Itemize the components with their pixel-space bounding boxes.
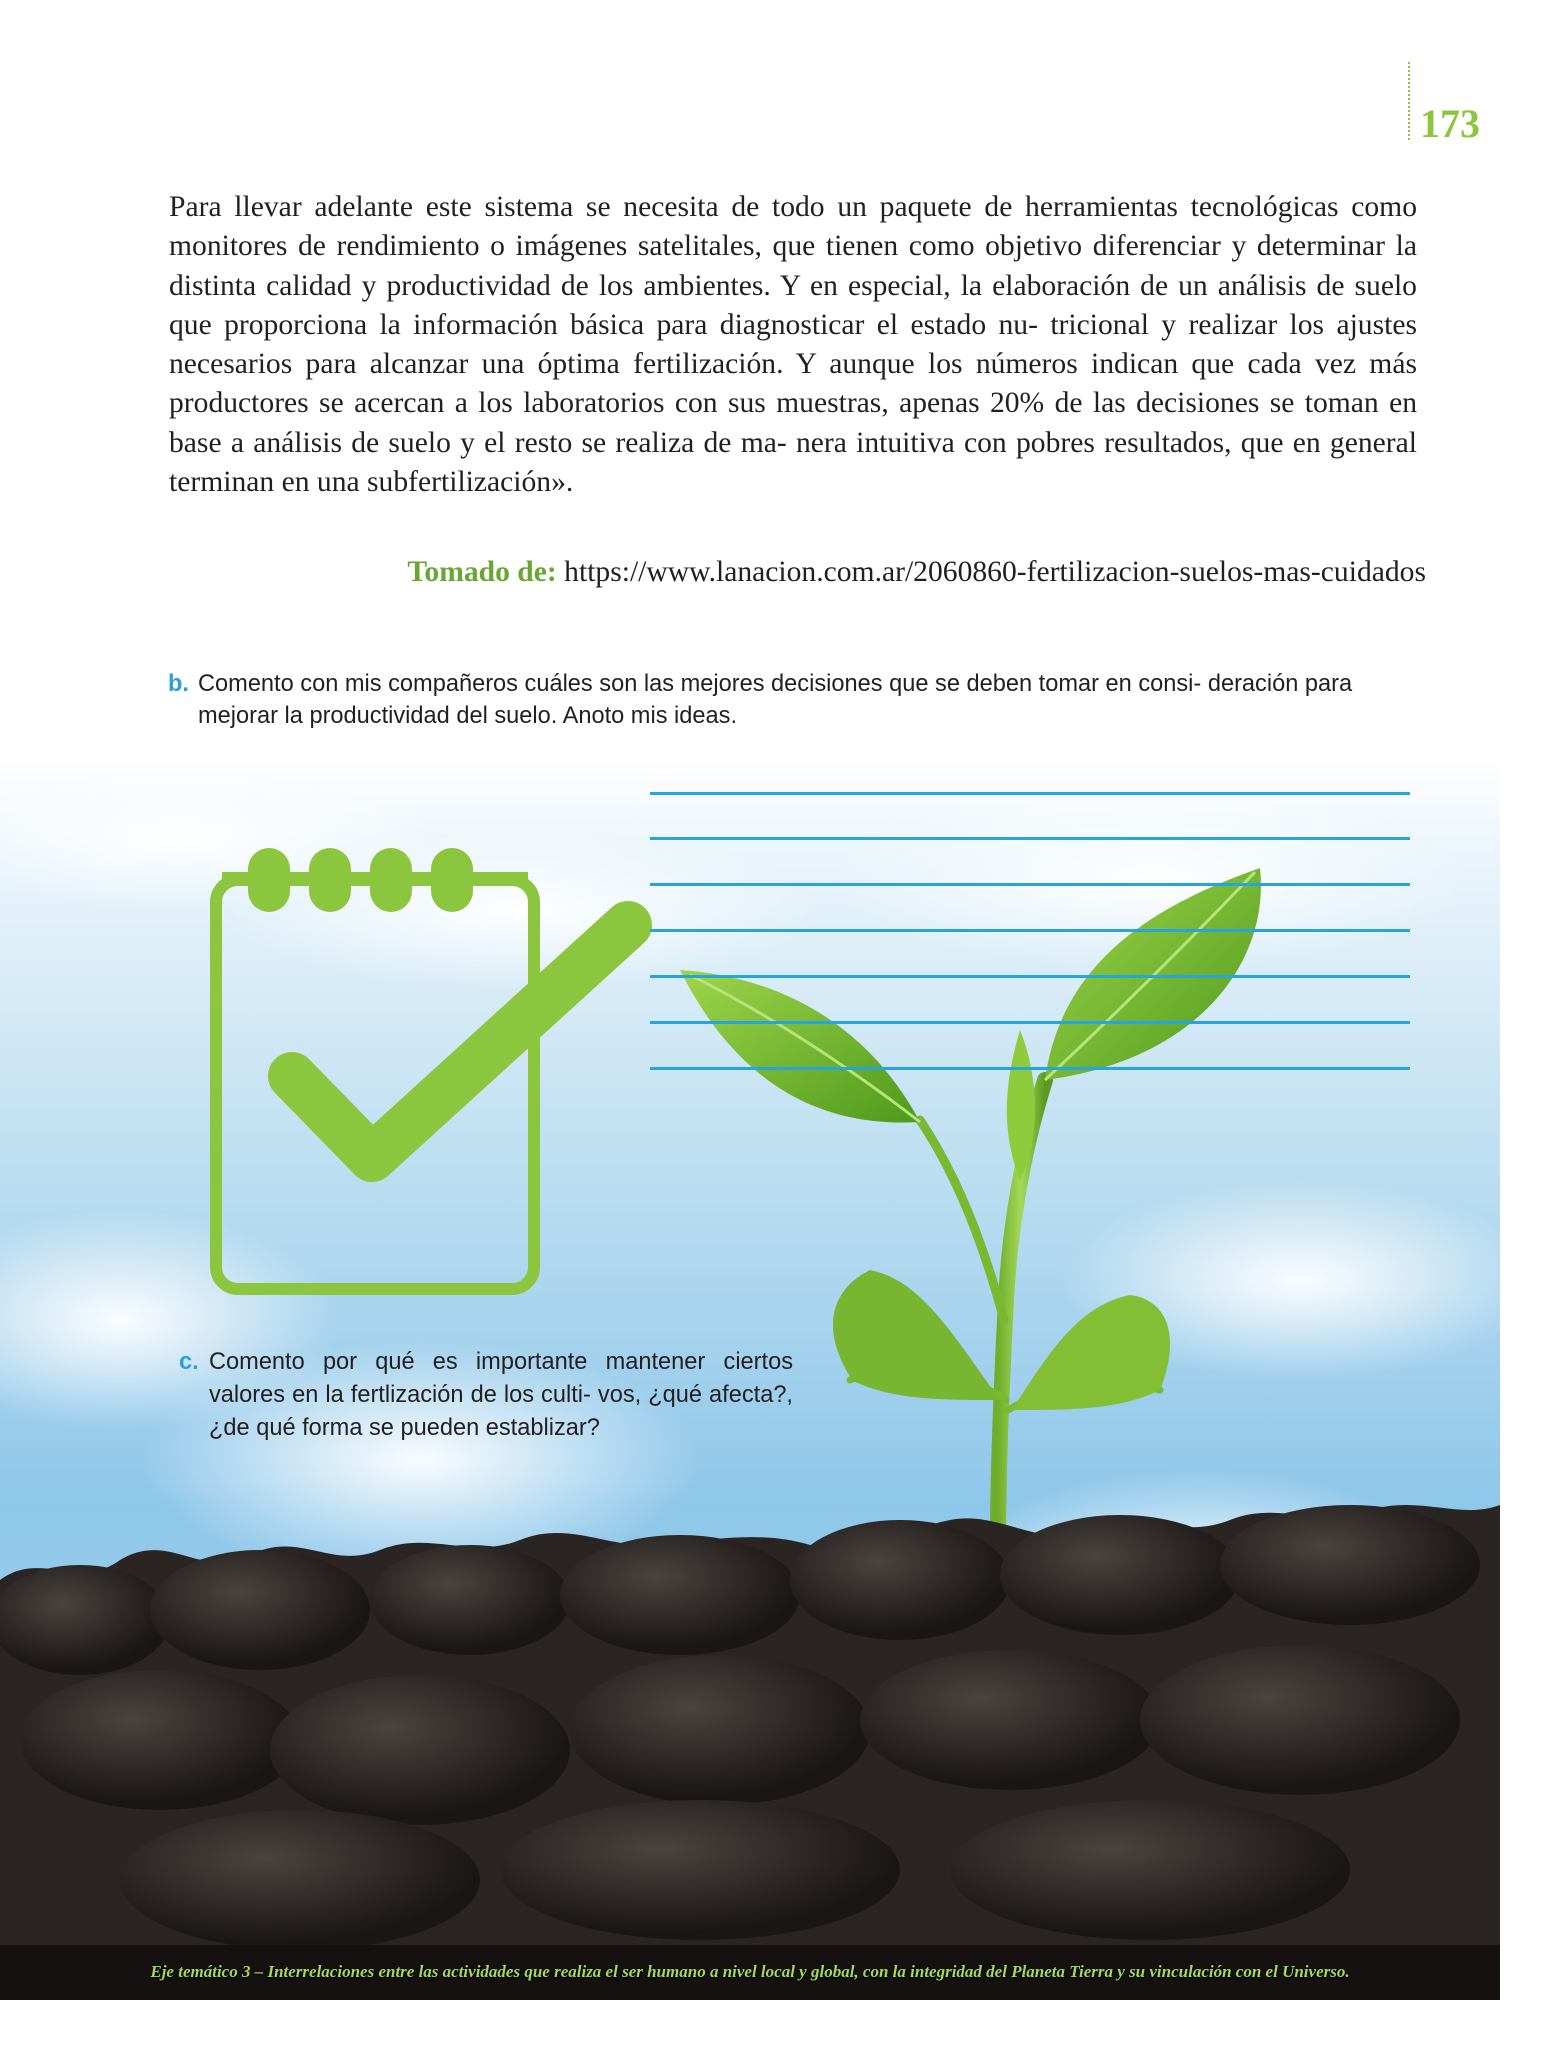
body-paragraph <box>169 188 1417 502</box>
soil-illustration <box>0 1505 1500 2000</box>
answer-line[interactable] <box>650 837 1410 840</box>
question-c-line: establizar? <box>485 1415 600 1441</box>
answer-line[interactable] <box>650 975 1410 978</box>
source-url[interactable]: https://www.lanacion.com.ar/2060860-fertilizacion-suelos-mas-cuidados <box>564 556 1426 588</box>
answer-line[interactable] <box>650 929 1410 932</box>
question-b-letter: b. <box>168 671 189 697</box>
answer-line[interactable] <box>650 792 1410 795</box>
source-label: Tomado de: <box>407 556 557 588</box>
answer-line[interactable] <box>650 883 1410 886</box>
answer-line[interactable] <box>650 1021 1410 1024</box>
body-line: y determinar la distinta calidad y productividad de los ambientes. Y en especial, la elaboración <box>169 230 1417 302</box>
footer-running-title: Eje temático 3 – Interrelaciones entre las actividades que realiza el ser humano a nivel local y global, con la integridad del Planeta Tierra y su vinculación con el Universo. <box>150 1962 1350 1981</box>
body-line: tricional y realizar los ajustes necesarios para alcanzar una óptima fertilización. Y aunque los <box>169 308 1417 381</box>
question-c-line: Comento por qué es importante mantener <box>209 1349 706 1375</box>
question-c-line: vos, ¿qué afecta?, ¿de qué forma se pueden <box>209 1382 793 1441</box>
body-line: Para llevar adelante este sistema se necesita de todo un paquete de herramientas tecnológicas <box>169 191 1339 223</box>
answer-lines[interactable] <box>650 785 1410 1085</box>
question-c-letter: c. <box>179 1349 199 1375</box>
question-c <box>179 1346 794 1445</box>
question-b-line: Comento con mis compañeros cuáles son las mejores decisiones que se deben tomar en consi- <box>198 671 1202 697</box>
body-line: como monitores de rendimiento o imágenes satelitales, que tienen como objetivo diferenciar <box>169 191 1417 263</box>
question-c-line: ciertos valores en la fertlización de los culti- <box>209 1349 794 1408</box>
body-line: nera intuitiva con pobres resultados, que en general terminan en una subfertilización». <box>169 426 1417 499</box>
body-line: números indican que cada vez más productores se acercan a los laboratorios con sus muestras, <box>169 348 1417 420</box>
question-b-line: deración para mejorar la productividad del suelo. Anoto mis ideas. <box>198 671 1353 729</box>
answer-line[interactable] <box>650 1067 1410 1070</box>
page-number: 173 <box>1420 101 1480 146</box>
page-number-rule <box>1408 62 1410 140</box>
question-b <box>168 668 1420 732</box>
source-citation <box>246 556 1426 589</box>
body-line: de un análisis de suelo que proporciona la información básica para diagnosticar el estado nu- <box>169 269 1417 341</box>
body-line: apenas 20% de las decisiones se toman en base a análisis de suelo y el resto se realiza de ma- <box>169 387 1417 459</box>
